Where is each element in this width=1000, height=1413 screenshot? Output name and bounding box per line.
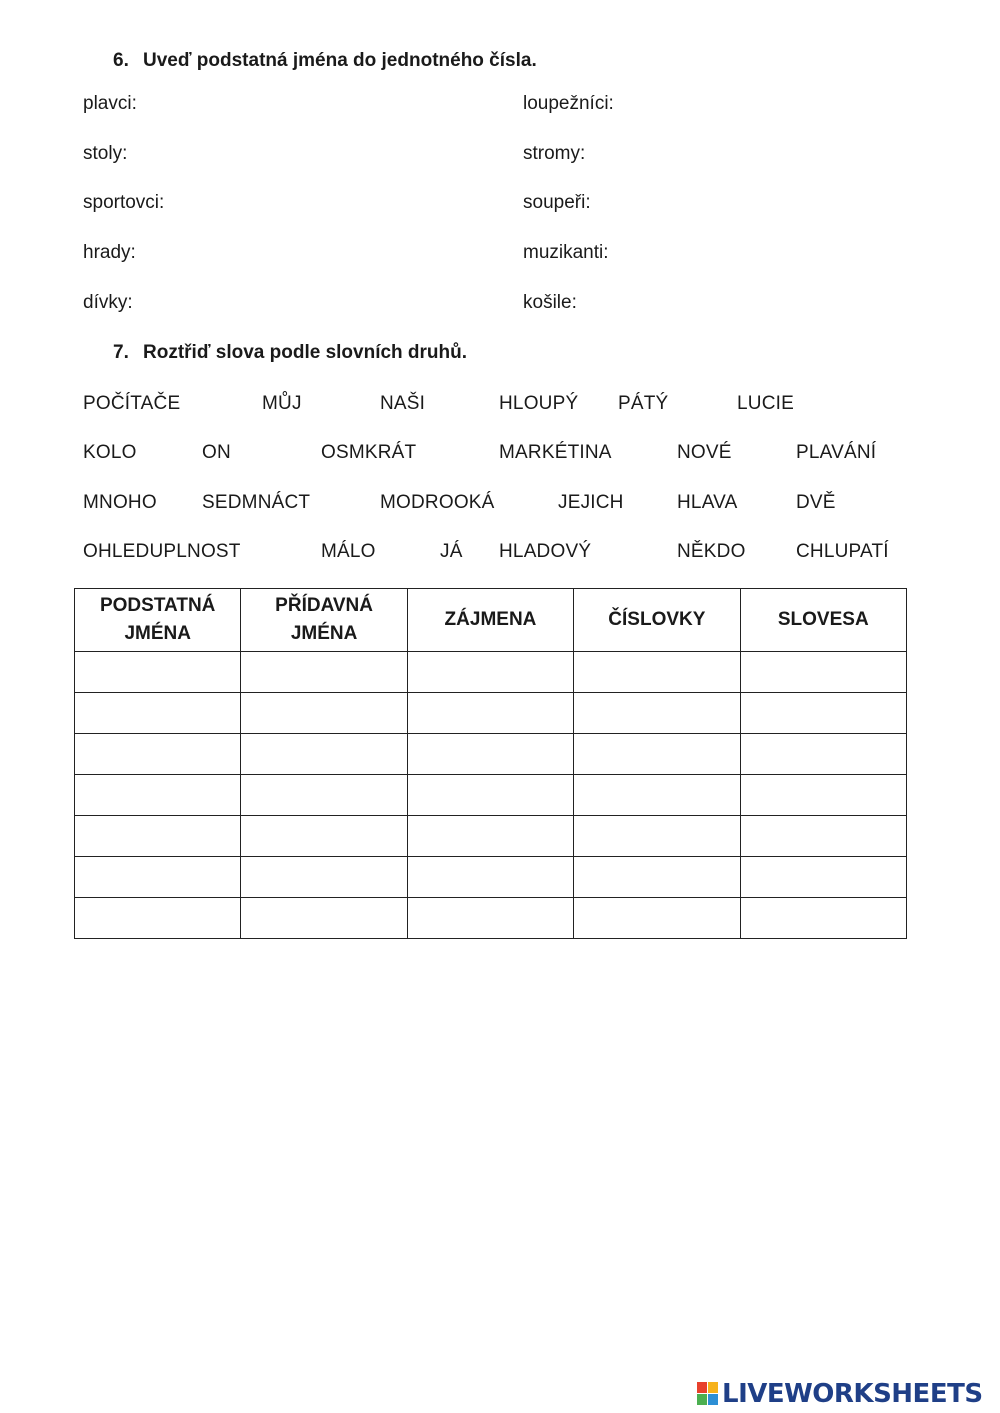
prompt-item: stromy: <box>523 143 586 164</box>
answer-cell[interactable] <box>407 898 573 939</box>
column-header-line: JMÉNA <box>124 623 191 644</box>
answer-cell[interactable] <box>407 693 573 734</box>
word-bank-item: MŮJ <box>262 393 302 414</box>
liveworksheets-logo <box>697 1378 983 1410</box>
answer-cell[interactable] <box>75 734 241 775</box>
word-bank-item: MARKÉTINA <box>499 442 612 463</box>
answer-cell[interactable] <box>75 898 241 939</box>
answer-cell[interactable] <box>241 857 407 898</box>
prompt-item: muzikanti: <box>523 242 609 263</box>
word-bank-item: PLAVÁNÍ <box>796 442 877 463</box>
word-sort-table <box>74 588 907 939</box>
answer-cell[interactable] <box>740 857 906 898</box>
prompt-item: košile: <box>523 292 577 313</box>
liveworksheets-logo-text: LIVEWORKSHEETS <box>722 1379 983 1409</box>
column-header-nouns <box>75 589 241 652</box>
answer-cell[interactable] <box>75 857 241 898</box>
column-header-pronouns <box>407 589 573 652</box>
word-bank-item: MÁLO <box>321 541 376 562</box>
word-bank-item: KOLO <box>83 442 137 463</box>
answer-cell[interactable] <box>241 816 407 857</box>
answer-cell[interactable] <box>740 652 906 693</box>
exercise-6-heading <box>113 50 537 72</box>
table-header-row <box>75 589 907 652</box>
answer-cell[interactable] <box>574 857 740 898</box>
answer-cell[interactable] <box>241 652 407 693</box>
column-header-line: ZÁJMENA <box>444 609 537 630</box>
prompt-item: stoly: <box>83 143 128 164</box>
table-row <box>75 816 907 857</box>
answer-cell[interactable] <box>740 816 906 857</box>
prompt-item: loupežníci: <box>523 93 614 114</box>
column-header-line: JMÉNA <box>290 623 358 644</box>
answer-cell[interactable] <box>75 652 241 693</box>
word-bank-item: JEJICH <box>558 492 624 513</box>
answer-cell[interactable] <box>574 652 740 693</box>
column-header-line: ČÍSLOVKY <box>608 609 706 630</box>
column-header-line: SLOVESA <box>777 609 869 630</box>
prompt-item: soupeři: <box>523 192 591 213</box>
exercise-6-number: 6. <box>113 50 129 71</box>
answer-cell[interactable] <box>407 857 573 898</box>
word-bank-item: POČÍTAČE <box>83 393 181 414</box>
answer-cell[interactable] <box>75 693 241 734</box>
answer-cell[interactable] <box>574 898 740 939</box>
word-bank-item: HLADOVÝ <box>499 541 592 562</box>
column-header-verbs <box>740 589 906 652</box>
word-bank-item: LUCIE <box>737 393 794 414</box>
answer-cell[interactable] <box>574 816 740 857</box>
word-bank-item: OSMKRÁT <box>321 442 417 463</box>
word-bank-item: DVĚ <box>796 492 836 513</box>
table-row <box>75 775 907 816</box>
word-bank-item: JÁ <box>440 541 463 562</box>
answer-cell[interactable] <box>740 898 906 939</box>
answer-cell[interactable] <box>241 775 407 816</box>
prompt-item: sportovci: <box>83 192 165 213</box>
word-bank-item: NOVÉ <box>677 442 732 463</box>
table-row <box>75 857 907 898</box>
table-row <box>75 734 907 775</box>
answer-cell[interactable] <box>574 693 740 734</box>
word-bank-item: NĚKDO <box>677 541 746 562</box>
word-bank-item: OHLEDUPLNOST <box>83 541 241 562</box>
word-bank-item: HLAVA <box>677 492 738 513</box>
word-bank-item: HLOUPÝ <box>499 393 579 414</box>
exercise-7-number: 7. <box>113 342 129 363</box>
answer-cell[interactable] <box>75 775 241 816</box>
column-header-numerals <box>574 589 740 652</box>
answer-cell[interactable] <box>574 734 740 775</box>
column-header-line: PŘÍDAVNÁ <box>275 595 373 616</box>
answer-cell[interactable] <box>241 693 407 734</box>
answer-cell[interactable] <box>241 898 407 939</box>
answer-cell[interactable] <box>740 775 906 816</box>
liveworksheets-logo-icon <box>697 1382 719 1406</box>
answer-cell[interactable] <box>740 734 906 775</box>
table-row <box>75 898 907 939</box>
prompt-item: hrady: <box>83 242 136 263</box>
answer-cell[interactable] <box>241 734 407 775</box>
column-header-adjectives <box>241 589 407 652</box>
word-bank-item: MNOHO <box>83 492 157 513</box>
answer-cell[interactable] <box>574 775 740 816</box>
table-row <box>75 693 907 734</box>
answer-cell[interactable] <box>407 734 573 775</box>
word-bank-item: PÁTÝ <box>618 393 669 414</box>
answer-cell[interactable] <box>407 816 573 857</box>
word-bank-item: ON <box>202 442 231 463</box>
answer-cell[interactable] <box>407 652 573 693</box>
table-row <box>75 652 907 693</box>
word-bank-item: MODROOKÁ <box>380 492 495 513</box>
answer-cell[interactable] <box>407 775 573 816</box>
exercise-6-title: Uveď podstatná jména do jednotného čísla. <box>143 50 537 71</box>
column-header-line: PODSTATNÁ <box>99 595 216 616</box>
prompt-item: plavci: <box>83 93 137 114</box>
answer-cell[interactable] <box>75 816 241 857</box>
word-bank-item: CHLUPATÍ <box>796 541 889 562</box>
exercise-7-heading <box>113 342 467 364</box>
exercise-7-title: Roztřiď slova podle slovních druhů. <box>143 342 468 363</box>
word-bank-item: NAŠI <box>380 393 426 414</box>
answer-cell[interactable] <box>740 693 906 734</box>
word-bank-item: SEDMNÁCT <box>202 492 311 513</box>
prompt-item: dívky: <box>83 292 133 313</box>
